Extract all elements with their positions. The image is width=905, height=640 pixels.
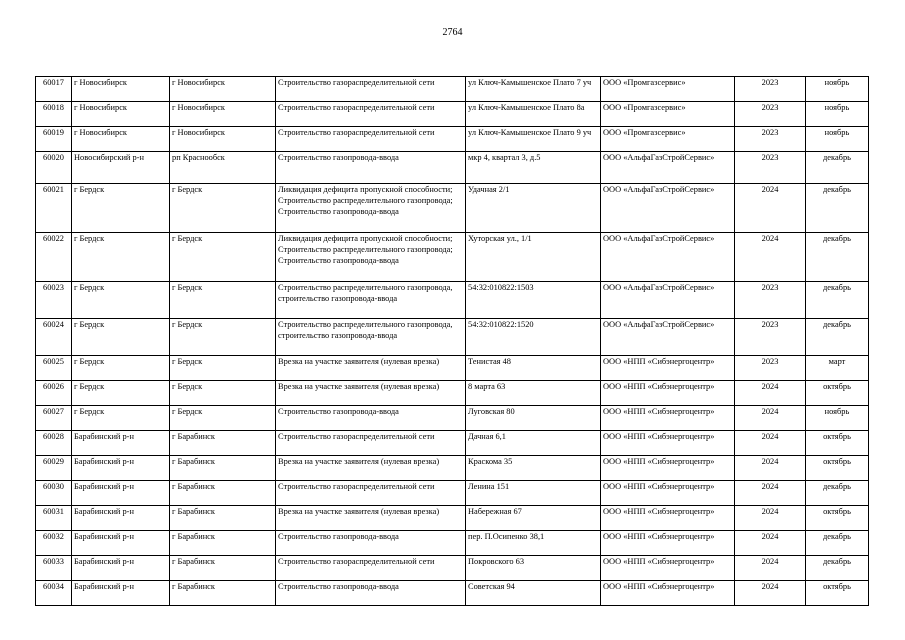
district-cell: Новосибирский р-н bbox=[72, 152, 170, 184]
table-row bbox=[36, 381, 869, 406]
description-cell: Строительство газораспределительной сети bbox=[276, 431, 466, 456]
table-row bbox=[36, 481, 869, 506]
registry-table bbox=[35, 76, 869, 606]
company-cell: ООО «НПП «Сибэнергоцентр» bbox=[601, 556, 735, 581]
year-cell: 2024 bbox=[735, 406, 806, 431]
company-cell: ООО «НПП «Сибэнергоцентр» bbox=[601, 356, 735, 381]
address-cell: Хуторская ул., 1/1 bbox=[466, 233, 601, 282]
settlement-cell: г Барабинск bbox=[170, 556, 276, 581]
table-row bbox=[36, 581, 869, 606]
district-cell: Барабинский р-н bbox=[72, 431, 170, 456]
district-cell: Барабинский р-н bbox=[72, 556, 170, 581]
table-row bbox=[36, 77, 869, 102]
settlement-cell: г Новосибирск bbox=[170, 127, 276, 152]
address-cell: Набережная 67 bbox=[466, 506, 601, 531]
year-cell: 2023 bbox=[735, 77, 806, 102]
month-cell: март bbox=[806, 356, 869, 381]
year-cell: 2024 bbox=[735, 431, 806, 456]
month-cell: декабрь bbox=[806, 556, 869, 581]
month-cell: октябрь bbox=[806, 456, 869, 481]
table-row bbox=[36, 406, 869, 431]
district-cell: г Новосибирск bbox=[72, 127, 170, 152]
description-cell: Строительство газопровода-ввода bbox=[276, 152, 466, 184]
address-cell: Дачная 6,1 bbox=[466, 431, 601, 456]
company-cell: ООО «АльфаГазСтройСервис» bbox=[601, 319, 735, 356]
district-cell: г Бердск bbox=[72, 406, 170, 431]
month-cell: октябрь bbox=[806, 506, 869, 531]
month-cell: ноябрь bbox=[806, 77, 869, 102]
address-cell: ул Ключ-Камышенское Плато 9 уч bbox=[466, 127, 601, 152]
settlement-cell: г Барабинск bbox=[170, 531, 276, 556]
address-cell: Удачная 2/1 bbox=[466, 184, 601, 233]
row-id: 60033 bbox=[36, 556, 72, 581]
settlement-cell: г Бердск bbox=[170, 282, 276, 319]
month-cell: декабрь bbox=[806, 319, 869, 356]
month-cell: декабрь bbox=[806, 481, 869, 506]
district-cell: г Бердск bbox=[72, 233, 170, 282]
district-cell: г Бердск bbox=[72, 381, 170, 406]
settlement-cell: г Бердск bbox=[170, 406, 276, 431]
table-row bbox=[36, 556, 869, 581]
settlement-cell: рп Краснообск bbox=[170, 152, 276, 184]
settlement-cell: г Бердск bbox=[170, 233, 276, 282]
row-id: 60031 bbox=[36, 506, 72, 531]
year-cell: 2024 bbox=[735, 481, 806, 506]
year-cell: 2024 bbox=[735, 381, 806, 406]
row-id: 60024 bbox=[36, 319, 72, 356]
address-cell: ул Ключ-Камышенское Плато 7 уч bbox=[466, 77, 601, 102]
month-cell: октябрь bbox=[806, 381, 869, 406]
description-cell: Строительство газораспределительной сети bbox=[276, 77, 466, 102]
settlement-cell: г Бердск bbox=[170, 184, 276, 233]
address-cell: 54:32:010822:1520 bbox=[466, 319, 601, 356]
row-id: 60019 bbox=[36, 127, 72, 152]
company-cell: ООО «НПП «Сибэнергоцентр» bbox=[601, 456, 735, 481]
month-cell: декабрь bbox=[806, 233, 869, 282]
year-cell: 2024 bbox=[735, 233, 806, 282]
year-cell: 2023 bbox=[735, 319, 806, 356]
month-cell: декабрь bbox=[806, 184, 869, 233]
page-number: 2764 bbox=[442, 27, 463, 38]
district-cell: Барабинский р-н bbox=[72, 506, 170, 531]
settlement-cell: г Барабинск bbox=[170, 581, 276, 606]
table-row bbox=[36, 356, 869, 381]
settlement-cell: г Барабинск bbox=[170, 431, 276, 456]
company-cell: ООО «НПП «Сибэнергоцентр» bbox=[601, 481, 735, 506]
district-cell: г Бердск bbox=[72, 356, 170, 381]
company-cell: ООО «АльфаГазСтройСервис» bbox=[601, 233, 735, 282]
description-cell: Строительство газораспределительной сети bbox=[276, 102, 466, 127]
address-cell: пер. П.Осипенко 38,1 bbox=[466, 531, 601, 556]
description-cell: Врезка на участке заявителя (нулевая врезка) bbox=[276, 506, 466, 531]
month-cell: ноябрь bbox=[806, 102, 869, 127]
table-row bbox=[36, 431, 869, 456]
table-row bbox=[36, 282, 869, 319]
row-id: 60018 bbox=[36, 102, 72, 127]
company-cell: ООО «АльфаГазСтройСервис» bbox=[601, 282, 735, 319]
address-cell: Советская 94 bbox=[466, 581, 601, 606]
company-cell: ООО «АльфаГазСтройСервис» bbox=[601, 152, 735, 184]
year-cell: 2023 bbox=[735, 282, 806, 319]
month-cell: ноябрь bbox=[806, 406, 869, 431]
address-cell: мкр 4, квартал 3, д.5 bbox=[466, 152, 601, 184]
month-cell: декабрь bbox=[806, 282, 869, 319]
row-id: 60022 bbox=[36, 233, 72, 282]
address-cell: ул Ключ-Камышенское Плато 8а bbox=[466, 102, 601, 127]
district-cell: г Бердск bbox=[72, 184, 170, 233]
district-cell: г Новосибирск bbox=[72, 77, 170, 102]
row-id: 60025 bbox=[36, 356, 72, 381]
company-cell: ООО «АльфаГазСтройСервис» bbox=[601, 184, 735, 233]
table-row bbox=[36, 456, 869, 481]
company-cell: ООО «Промгазсервис» bbox=[601, 77, 735, 102]
table-row bbox=[36, 233, 869, 282]
company-cell: ООО «НПП «Сибэнергоцентр» bbox=[601, 531, 735, 556]
row-id: 60026 bbox=[36, 381, 72, 406]
table-row bbox=[36, 184, 869, 233]
year-cell: 2023 bbox=[735, 356, 806, 381]
address-cell: Покровского 63 bbox=[466, 556, 601, 581]
table-row bbox=[36, 127, 869, 152]
settlement-cell: г Бердск bbox=[170, 319, 276, 356]
settlement-cell: г Новосибирск bbox=[170, 77, 276, 102]
row-id: 60028 bbox=[36, 431, 72, 456]
settlement-cell: г Новосибирск bbox=[170, 102, 276, 127]
row-id: 60027 bbox=[36, 406, 72, 431]
year-cell: 2023 bbox=[735, 127, 806, 152]
address-cell: Тенистая 48 bbox=[466, 356, 601, 381]
address-cell: 8 марта 63 bbox=[466, 381, 601, 406]
description-cell: Строительство газораспределительной сети bbox=[276, 127, 466, 152]
company-cell: ООО «Промгазсервис» bbox=[601, 127, 735, 152]
row-id: 60029 bbox=[36, 456, 72, 481]
year-cell: 2024 bbox=[735, 581, 806, 606]
description-cell: Врезка на участке заявителя (нулевая врезка) bbox=[276, 356, 466, 381]
year-cell: 2024 bbox=[735, 556, 806, 581]
company-cell: ООО «НПП «Сибэнергоцентр» bbox=[601, 381, 735, 406]
row-id: 60020 bbox=[36, 152, 72, 184]
month-cell: ноябрь bbox=[806, 127, 869, 152]
year-cell: 2024 bbox=[735, 506, 806, 531]
address-cell: Луговская 80 bbox=[466, 406, 601, 431]
month-cell: декабрь bbox=[806, 531, 869, 556]
address-cell: Краскома 35 bbox=[466, 456, 601, 481]
table-row bbox=[36, 531, 869, 556]
district-cell: Барабинский р-н bbox=[72, 581, 170, 606]
settlement-cell: г Барабинск bbox=[170, 456, 276, 481]
company-cell: ООО «Промгазсервис» bbox=[601, 102, 735, 127]
month-cell: декабрь bbox=[806, 152, 869, 184]
year-cell: 2024 bbox=[735, 531, 806, 556]
month-cell: октябрь bbox=[806, 431, 869, 456]
description-cell: Ликвидация дефицита пропускной способности; Строительство распределительного газопровода; Строительство газопровода-ввода bbox=[276, 233, 466, 282]
year-cell: 2024 bbox=[735, 184, 806, 233]
row-id: 60034 bbox=[36, 581, 72, 606]
address-cell: 54:32:010822:1503 bbox=[466, 282, 601, 319]
address-cell: Ленина 151 bbox=[466, 481, 601, 506]
table-row bbox=[36, 319, 869, 356]
row-id: 60023 bbox=[36, 282, 72, 319]
description-cell: Строительство газопровода-ввода bbox=[276, 581, 466, 606]
year-cell: 2023 bbox=[735, 102, 806, 127]
row-id: 60021 bbox=[36, 184, 72, 233]
table-row bbox=[36, 506, 869, 531]
district-cell: Барабинский р-н bbox=[72, 481, 170, 506]
month-cell: октябрь bbox=[806, 581, 869, 606]
description-cell: Строительство газопровода-ввода bbox=[276, 406, 466, 431]
company-cell: ООО «НПП «Сибэнергоцентр» bbox=[601, 506, 735, 531]
district-cell: г Бердск bbox=[72, 319, 170, 356]
description-cell: Врезка на участке заявителя (нулевая врезка) bbox=[276, 381, 466, 406]
district-cell: г Новосибирск bbox=[72, 102, 170, 127]
settlement-cell: г Бердск bbox=[170, 356, 276, 381]
district-cell: Барабинский р-н bbox=[72, 531, 170, 556]
row-id: 60032 bbox=[36, 531, 72, 556]
description-cell: Ликвидация дефицита пропускной способности; Строительство распределительного газопровода; Строительство газопровода-ввода bbox=[276, 184, 466, 233]
description-cell: Строительство распределительного газопровода, строительство газопровода-ввода bbox=[276, 319, 466, 356]
year-cell: 2024 bbox=[735, 456, 806, 481]
table-row bbox=[36, 152, 869, 184]
table-row bbox=[36, 102, 869, 127]
year-cell: 2023 bbox=[735, 152, 806, 184]
district-cell: г Бердск bbox=[72, 282, 170, 319]
row-id: 60030 bbox=[36, 481, 72, 506]
description-cell: Врезка на участке заявителя (нулевая врезка) bbox=[276, 456, 466, 481]
company-cell: ООО «НПП «Сибэнергоцентр» bbox=[601, 406, 735, 431]
settlement-cell: г Барабинск bbox=[170, 506, 276, 531]
description-cell: Строительство газораспределительной сети bbox=[276, 481, 466, 506]
row-id: 60017 bbox=[36, 77, 72, 102]
settlement-cell: г Бердск bbox=[170, 381, 276, 406]
settlement-cell: г Барабинск bbox=[170, 481, 276, 506]
description-cell: Строительство газопровода-ввода bbox=[276, 531, 466, 556]
description-cell: Строительство газораспределительной сети bbox=[276, 556, 466, 581]
company-cell: ООО «НПП «Сибэнергоцентр» bbox=[601, 431, 735, 456]
company-cell: ООО «НПП «Сибэнергоцентр» bbox=[601, 581, 735, 606]
description-cell: Строительство распределительного газопровода, строительство газопровода-ввода bbox=[276, 282, 466, 319]
district-cell: Барабинский р-н bbox=[72, 456, 170, 481]
